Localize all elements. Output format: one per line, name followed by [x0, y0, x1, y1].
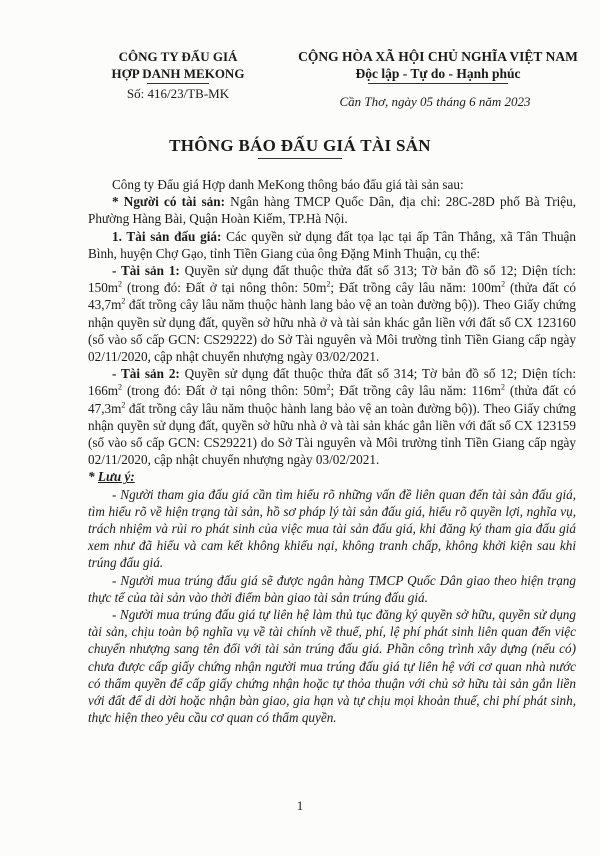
asset2-text-d: (thửa đất có 47,3m: [88, 383, 576, 416]
superscript: 2: [501, 279, 506, 289]
superscript: 2: [121, 400, 126, 410]
asset2-label: - Tài sản 2:: [112, 366, 180, 382]
owner-paragraph: [88, 193, 576, 227]
asset2-text-a: Quyền sử dụng đất thuộc thửa đất số 314; Tờ bản đồ số 12; Diện tích: 166m: [88, 366, 576, 399]
asset-section-paragraph: [88, 228, 576, 262]
asset2-text-e: đất trồng cây lâu năm thuộc hành lang bảo vệ an toàn đường bộ)). Theo Giấy chứng nhận quyền sử dụng đất, quyền sở hữu nhà ở và tài sản khác gắn liền với đất số CX 123159 (số vào sổ cấp GCN: CS29221) do Sở Tài nguyên và Môi trường tỉnh Tiền Giang cấp ngày 02/11/2020, cập nhật chuyển nhượng ngày 03/02/2021.: [88, 400, 576, 468]
motto-underline: [368, 83, 508, 84]
asset1-text-d: (thửa đất có 43,7m: [88, 280, 576, 313]
owner-text: Ngân hàng TMCP Quốc Dân, địa chỉ: 28C-28D phố Bà Triệu, Phường Hàng Bài, Quận Hoàn Kiếm, TP.Hà Nội.: [88, 194, 576, 227]
note-item-2: - Người mua trúng đấu giá sẽ được ngân hàng TMCP Quốc Dân giao theo hiện trạng thực tế của tài sản vào thời điểm bàn giao tài sản trúng đấu giá.: [88, 572, 576, 605]
national-header: [288, 48, 588, 84]
asset2-text-b: (trong đó: Đất ở tại nông thôn: 50m: [122, 383, 327, 399]
asset1-paragraph: [88, 262, 576, 365]
note-label: Lưu ý:: [97, 469, 135, 485]
asset1-text-a: Quyền sử dụng đất thuộc thửa đất số 313; Tờ bản đồ số 12; Diện tích: 150m: [88, 263, 576, 296]
superscript: 2: [121, 297, 126, 307]
issuer-name-line2: HỢP DANH MEKONG: [111, 66, 245, 81]
title-underline: [258, 158, 342, 159]
superscript: 2: [501, 383, 506, 393]
national-motto: Độc lập - Tự do - Hạnh phúc: [355, 66, 521, 81]
issue-date: Cần Thơ, ngày 05 tháng 6 năm 2023: [339, 94, 531, 109]
owner-label: * Người có tài sản:: [112, 194, 225, 210]
asset1-text-b: (trong đó: Đất ở tại nông thôn: 50m: [122, 280, 327, 296]
note-item-3: - Người mua trúng đấu giá tự liên hệ làm thủ tục đăng ký quyền sở hữu, quyền sử dụng tài sản, chịu toàn bộ nghĩa vụ về tài chính về thuế, phí, lệ phí phát sinh liên quan đến việc chuyển nhượng sang tên đối với tài sản trúng đấu giá. Phần công trình xây dựng (nếu có) chưa được cấp giấy chứng nhận người mua trúng đấu giá tự liên hệ với cơ quan nhà nước có thẩm quyền để cấp giấy chứng nhận hoặc tự thỏa thuận với chủ sở hữu tài sản gắn liền với đất để di dời hoặc nhận bàn giao, gia hạn và tự chịu mọi khoản thuế, chi phí phát sinh, thực hiện theo yêu cầu cơ quan có thẩm quyền.: [88, 607, 576, 726]
note-item-1: - Người tham gia đấu giá cần tìm hiểu rõ những vấn đề liên quan đến tài sản đấu giá, tìm hiểu rõ về hiện trạng tài sản, hồ sơ pháp lý tài sản đấu giá, hiểu rõ quyền lợi, nghĩa vụ, trách nhiệm và rủi ro phát sinh của việc mua tài sản đấu giá, khi đăng ký tham gia đấu giá xem như đã hiểu và cam kết không khiếu nại, không tranh chấp, không khởi kiện sau khi trúng đấu giá.: [88, 486, 576, 571]
issuer-name-line1: CÔNG TY ĐẤU GIÁ: [118, 49, 238, 64]
asset-section-text: Các quyền sử dụng đất tọa lạc tại ấp Tân Thắng, xã Tân Thuận Bình, huyện Chợ Gạo, tỉnh Tiền Giang của ông Đặng Minh Thuận, cụ thể:: [88, 228, 576, 261]
asset-section-label: 1. Tài sản đấu giá:: [112, 228, 222, 244]
asset1-text-c: ; Đất trồng cây lâu năm: 100m: [330, 280, 502, 296]
asset1-label: - Tài sản 1:: [112, 263, 180, 279]
asset2-text-c: ; Đất trồng cây lâu năm: 116m: [330, 383, 502, 399]
superscript: 2: [326, 279, 331, 289]
document-number: Số: 416/23/TB-MK: [126, 86, 230, 101]
issuer-header: [98, 48, 258, 102]
page-number: 1: [296, 798, 304, 813]
document-title: THÔNG BÁO ĐẤU GIÁ TÀI SẢN: [169, 136, 431, 155]
asset2-paragraph: [88, 365, 576, 468]
superscript: 2: [118, 279, 123, 289]
document-body: [88, 176, 576, 727]
country-name: CỘNG HÒA XÃ HỘI CHỦ NGHĨA VIỆT NAM: [298, 49, 578, 64]
intro-paragraph: Công ty Đấu giá Hợp danh MeKong thông báo đấu giá tài sản sau:: [112, 177, 464, 192]
issuer-underline: [147, 83, 209, 84]
superscript: 2: [118, 383, 123, 393]
note-heading: * Lưu ý:: [88, 469, 135, 485]
asset1-text-e: đất trồng cây lâu năm thuộc hành lang bảo vệ an toàn đường bộ)). Theo Giấy chứng nhận quyền sử dụng đất, quyền sở hữu nhà ở và tài sản khác gắn liền với đất số CX 123160 (số vào sổ cấp GCN: CS29222) do Sở Tài nguyên và Môi trường tỉnh Tiền Giang cấp ngày 02/11/2020, cập nhật chuyển nhượng ngày 03/02/2021.: [88, 297, 576, 365]
superscript: 2: [326, 383, 331, 393]
